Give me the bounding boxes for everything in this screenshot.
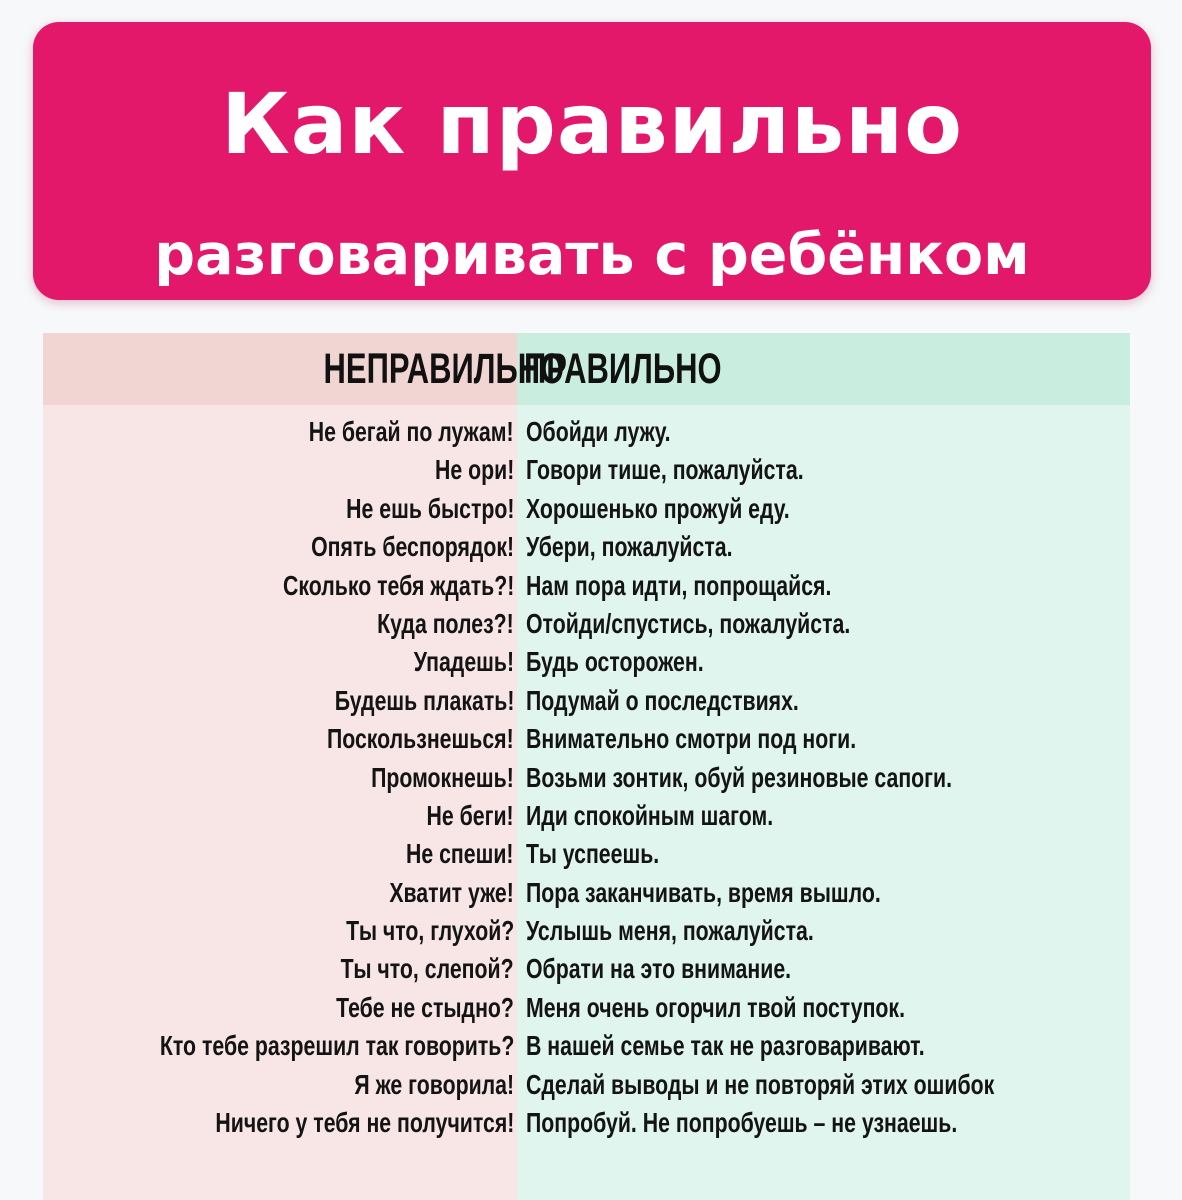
right-phrase: Попробуй. Не попробуешь – не узнаешь. — [526, 1107, 958, 1139]
wrong-phrase: Промокнешь! — [371, 761, 514, 793]
right-phrase: Отойди/спустись, пожалуйста. — [526, 607, 851, 639]
right-phrase: Иди спокойным шагом. — [526, 799, 774, 831]
table-row — [43, 1066, 1130, 1104]
wrong-phrase: Не беги! — [426, 799, 514, 831]
wrong-phrase: Ничего у тебя не получится! — [215, 1107, 514, 1139]
wrong-phrase: Не ешь быстро! — [345, 492, 514, 524]
table-row — [43, 1027, 1130, 1065]
right-phrase: Подумай о последствиях. — [526, 684, 799, 716]
wrong-column-header: НЕПРАВИЛЬНО — [323, 345, 564, 393]
right-phrase: Сделай выводы и не повторяй этих ошибок — [526, 1068, 995, 1100]
table-row — [43, 950, 1130, 988]
right-phrase: Меня очень огорчил твой поступок. — [526, 991, 905, 1023]
right-phrase: Возьми зонтик, обуй резиновые сапоги. — [526, 761, 953, 793]
right-phrase: Внимательно смотри под ноги. — [526, 723, 857, 755]
wrong-phrase: Будешь плакать! — [334, 684, 514, 716]
table-row — [43, 490, 1130, 528]
right-phrase: В нашей семье так не разговаривают. — [526, 1030, 925, 1062]
table-row — [43, 451, 1130, 489]
right-phrase: Убери, пожалуйста. — [526, 531, 733, 563]
title-banner — [33, 22, 1151, 300]
wrong-phrase: Не бегай по лужам! — [309, 416, 514, 447]
table-row — [43, 874, 1130, 912]
right-phrase: Хорошенько прожуй еду. — [526, 492, 790, 524]
table-row — [43, 605, 1130, 643]
table-row — [43, 682, 1130, 720]
right-column-header: ПРАВИЛЬНО — [524, 345, 722, 393]
wrong-phrase: Ты что, слепой? — [341, 953, 514, 985]
right-phrase: Говори тише, пожалуйста. — [526, 454, 804, 486]
wrong-phrase: Тебе не стыдно? — [336, 991, 514, 1023]
table-row — [43, 720, 1130, 758]
wrong-phrase: Куда полез?! — [377, 607, 514, 639]
right-phrase: Обойди лужу. — [526, 416, 671, 447]
wrong-phrase: Не ори! — [434, 454, 514, 486]
right-phrase: Будь осторожен. — [526, 646, 704, 678]
wrong-phrase: Сколько тебя ждать?! — [282, 569, 514, 601]
title-main: Как правильно — [221, 75, 963, 173]
right-phrase: Обрати на это внимание. — [526, 953, 792, 985]
wrong-phrase: Ты что, глухой? — [345, 915, 514, 947]
wrong-phrase: Поскользнешься! — [327, 723, 514, 755]
table-row — [43, 567, 1130, 605]
right-phrase: Пора заканчивать, время вышло. — [526, 876, 881, 908]
wrong-phrase: Кто тебе разрешил так говорить? — [159, 1030, 514, 1062]
right-phrase: Нам пора идти, попрощайся. — [526, 569, 832, 601]
wrong-phrase: Я же говорила! — [354, 1068, 514, 1100]
table-row — [43, 989, 1130, 1027]
table-row — [43, 413, 1130, 451]
wrong-phrase: Опять беспорядок! — [310, 531, 514, 563]
wrong-phrase: Упадешь! — [413, 646, 514, 678]
right-phrase: Ты успеешь. — [526, 838, 660, 870]
comparison-table — [43, 333, 1130, 1200]
table-row — [43, 835, 1130, 873]
right-phrase: Услышь меня, пожалуйста. — [526, 915, 814, 947]
table-row — [43, 797, 1130, 835]
table-row — [43, 912, 1130, 950]
title-subtitle: разговаривать с ребёнком — [154, 222, 1030, 288]
table-row — [43, 643, 1130, 681]
wrong-phrase: Хватит уже! — [389, 876, 514, 908]
table-row — [43, 1104, 1130, 1142]
wrong-phrase: Не спеши! — [406, 838, 514, 870]
table-row — [43, 528, 1130, 566]
phrase-rows — [43, 413, 1130, 1142]
table-row — [43, 759, 1130, 797]
